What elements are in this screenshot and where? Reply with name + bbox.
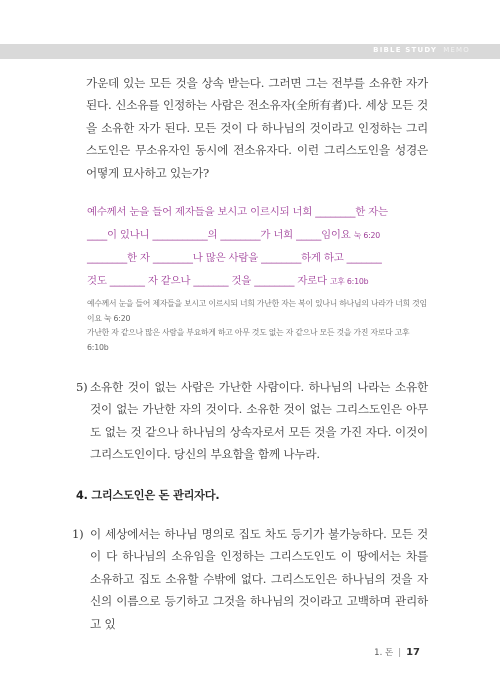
item-text: 이 세상에서는 하나님 명의로 집도 차도 등기가 불가능하다. 모든 것이 다 하나님의 소유임을 인정하는 그리스도인도 이 땅에서는 차를 소유하고 집도 소유할 수밖에 없다. 그리스도인은 하나님의 것을 자신의 이름으로 등기하고 그것을 하나님의 것이라고 고백하며 관리하고 있 [90,527,428,631]
header-label [373,46,470,54]
header-subtitle: MEMO [443,46,470,54]
fill-in-line-4 [87,270,427,294]
item-number: 5) [76,380,88,394]
item-text: 소유한 것이 없는 사람은 가난한 사람이다. 하나님의 나라는 소유한 것이 없는 가난한 자의 것이다. 소유한 것이 없는 그리스도인은 아무도 없는 것 같으나 하나님의 상속자로서 모든 것을 가진 자다. 이것이 그리스도인이다. 당신의 부요함을 함께 나누라. [90,380,428,462]
fill-in-line-3: ________한 자 ________나 많은 사람을 ________하게 하고 _______ [87,252,382,265]
chapter-label: 1. 돈 [374,648,394,658]
header-title: BIBLE STUDY [373,46,438,54]
fill-in-verse [87,201,427,293]
verse-reference: 고후 6:10b [329,276,369,286]
answer-text-1: 예수께서 눈을 들어 제자들을 보시고 이르시되 너희 가난한 자는 복이 있나니 하나님의 나라가 너희 것임이요 눅 6:20 [87,299,427,323]
page-footer [374,646,420,658]
body-paragraph: 가운데 있는 모든 것을 상속 받는다. 그러면 그는 전부를 소유한 자가 된다. 신소유를 인정하는 사람은 전소유자(全所有者)다. 세상 모든 것을 소유한 자가 된다. 모든 것이 다 하나님의 것이라고 인정하는 그리스도인은 무소유자인 동시에 전소유자다. 이런 그리스도인을 성경은 어떻게 묘사하고 있는가? [86,76,428,180]
page-number: 17 [406,647,420,658]
section-heading: 4. 그리스도인은 돈 관리자다. [76,489,220,502]
numbered-item-1 [72,523,428,635]
verse-reference: 눅 6:20 [353,230,381,240]
fill-in-line-1: 예수께서 눈을 들어 제자들을 보시고 이르시되 너희 ________한 자는 [87,206,388,218]
running-header [0,44,500,59]
fill-in-line-4-text: 것도 _______ 자 같으나 _______ 것을 ________ 자로다 [87,274,327,287]
footer-separator: | [398,648,402,658]
fill-in-line-2-text: ____이 있나니 ___________의 ________가 너희 _____임이요 [87,228,351,241]
numbered-item-5 [76,376,428,466]
fill-in-line-2 [87,224,427,248]
answer-text-2: 가난한 자 같으나 많은 사람을 부요하게 하고 아무 것도 없는 자 같으나 모든 것을 가진 자로다 고후 6:10b [87,328,410,352]
item-number: 1) [72,527,84,541]
